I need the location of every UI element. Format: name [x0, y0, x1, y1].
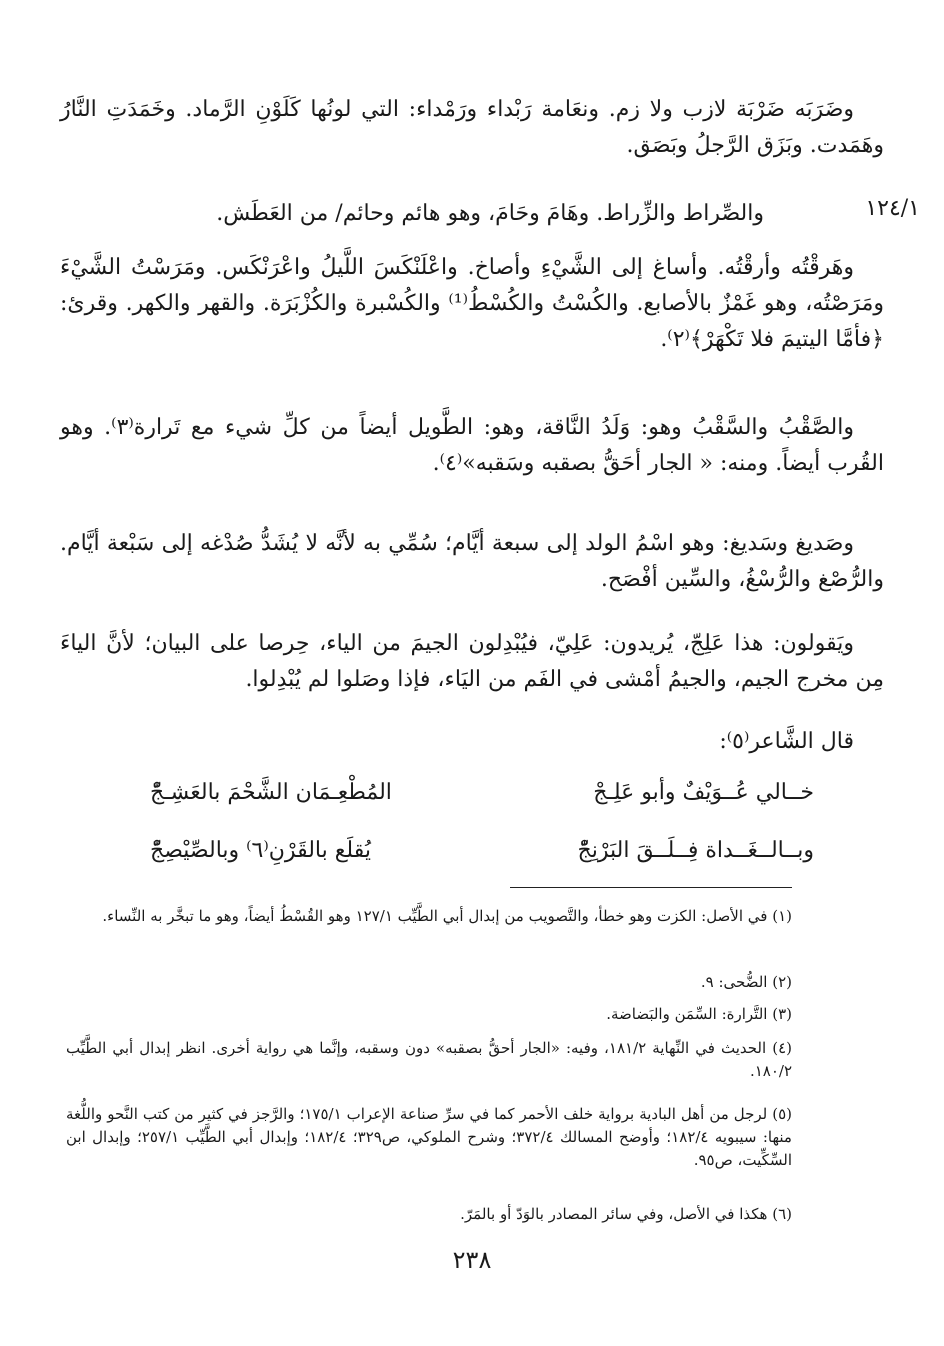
- paragraph-5: وصَديغ وسَديغ: وهو اسْمُ الولد إلى سبعة أيَّام؛ سُمِّي به لأنَّه لا يُشَدُّ صُدْغه إلى سَبْعة أيَّام. والرُّصْغ والرُّسْغُ، والسِّين أفْصَح.: [60, 531, 884, 592]
- footnote-divider: [510, 887, 792, 888]
- footnote-3: (٣) التَّرارة: السِّمَن والبَضاضة.: [606, 1005, 792, 1023]
- verse-1-second-hemistich: المُطْعِـمَان الشَّحْمَ بالعَشِـجّْ: [150, 780, 392, 805]
- footnote-1: (١) في الأصل: الكزت وهو خطأ، والتَّصويب من إبدال أبي الطَّيِّب ١٢٧/١ وهو القُسْطُ أيضاً، وهو ما تبخَّر به النِّساء.: [102, 907, 792, 925]
- verse-line-1: [130, 780, 814, 820]
- poet-intro: قال الشَّاعر⁽٥⁾:: [719, 729, 854, 754]
- footnote-4: (٤) الحديث في النِّهاية ١٨١/٢، وفيه: «الجار أحقُّ بصقبه» دون وسقبه، وإنَّما هي رواية أخرى. انظر إبدال أبي الطَّيِّب ١٨٠/٢.: [66, 1039, 792, 1080]
- verse-1-first-hemistich: خــالي عُــوَيْفٌ وأبو عَلِـجْ: [593, 780, 814, 805]
- footnote-5: (٥) لرجل من أهل البادية برواية خلف الأحمر كما في سرِّ صناعة الإعراب ١٧٥/١؛ والرَّجز في كثير من كتب النَّحو واللُّغة منها: سيبويه ١٨٢/٤؛ وأوضح المسالك ٣٧٢/٤؛ وشرح الملوكي، ص٣٢٩؛ ١٨٢/٤؛ وإبدال أبي الطَّيِّب ٢٥٧/١؛ وإبدال ابن السِّكِّيت، ص٩٥.: [66, 1105, 792, 1169]
- verse-2-first-hemistich: وبــالــغَــداة فِــلَــقَ البَرْنِجّْ: [577, 838, 814, 863]
- footnote-2: (٢) الضُّحى: ٩.: [700, 973, 792, 991]
- verse-2-second-hemistich: يُقلَع بالقَرْنِ⁽٦⁾ وبالصِّيْصِجّْ: [150, 838, 371, 863]
- verse-line-2: [130, 838, 814, 878]
- paragraph-4: والصَّقْبُ والسَّقْبُ وهو: وَلَدُ النَّاقة، وهو: الطَّويل أيضاً من كلِّ شيء مع تَرارة⁽٣⁾. وهو القُرب أيضاً. ومنه: « الجار أحَقُّ بصقبه وسَقبه»⁽٤⁾.: [60, 415, 884, 476]
- footnote-6: (٦) هكذا في الأصل، وفي سائر المصادر بالوَدّ أو بالمَرّ.: [460, 1205, 792, 1223]
- page-number: ٢٣٨: [452, 1246, 492, 1274]
- paragraph-2: والصِّراط والزِّراط. وهَامَ وحَامَ، وهو هائم وحائم/ من العَطَش.: [216, 201, 764, 226]
- paragraph-3: وهَرقْتُه وأرقْتُه. وأساغ إلى الشَّيْءِ وأصاخ. واعْلَنْكَسَ اللَّيلُ واعْرَنْكَس. ومَرَسْتُ الشَّيْءَ ومَرَصْتُه، وهو غَمْزٌ بالأصابع. والكُسْتُ والكُسْطُ⁽¹⁾ والكُسْبرة والكُزْبَرَة. والقهر والكهر. وقرئ: ﴿فأمَّا اليتيمَ فلا تَكْهَرْ﴾⁽٢⁾.: [60, 255, 884, 352]
- paragraph-6: ويَقولون: هذا عَلِجّ، يُريدون: عَلِيّ، فيُبْدِلون الجيمَ من الياء، حِرصا على البيان؛ لأنَّ الياءَ مِن مخرج الجيم، والجيمُ أمْشى في الفَم من اليَاء، فإذا وصَلوا لم يُبْدِلوا.: [60, 631, 884, 692]
- paragraph-1: وضَرَبَه ضَرْبَة لازب ولا زم. ونعَامة رَبْداء ورَمْداء: التي لونُها كَلَوْنِ الرَّماد. وخَمَدَتِ النَّارُ وهَمَدت. وبَزَق الرَّجلُ وبَصَق.: [60, 97, 884, 158]
- margin-reference: ١٢٤/١: [865, 196, 920, 221]
